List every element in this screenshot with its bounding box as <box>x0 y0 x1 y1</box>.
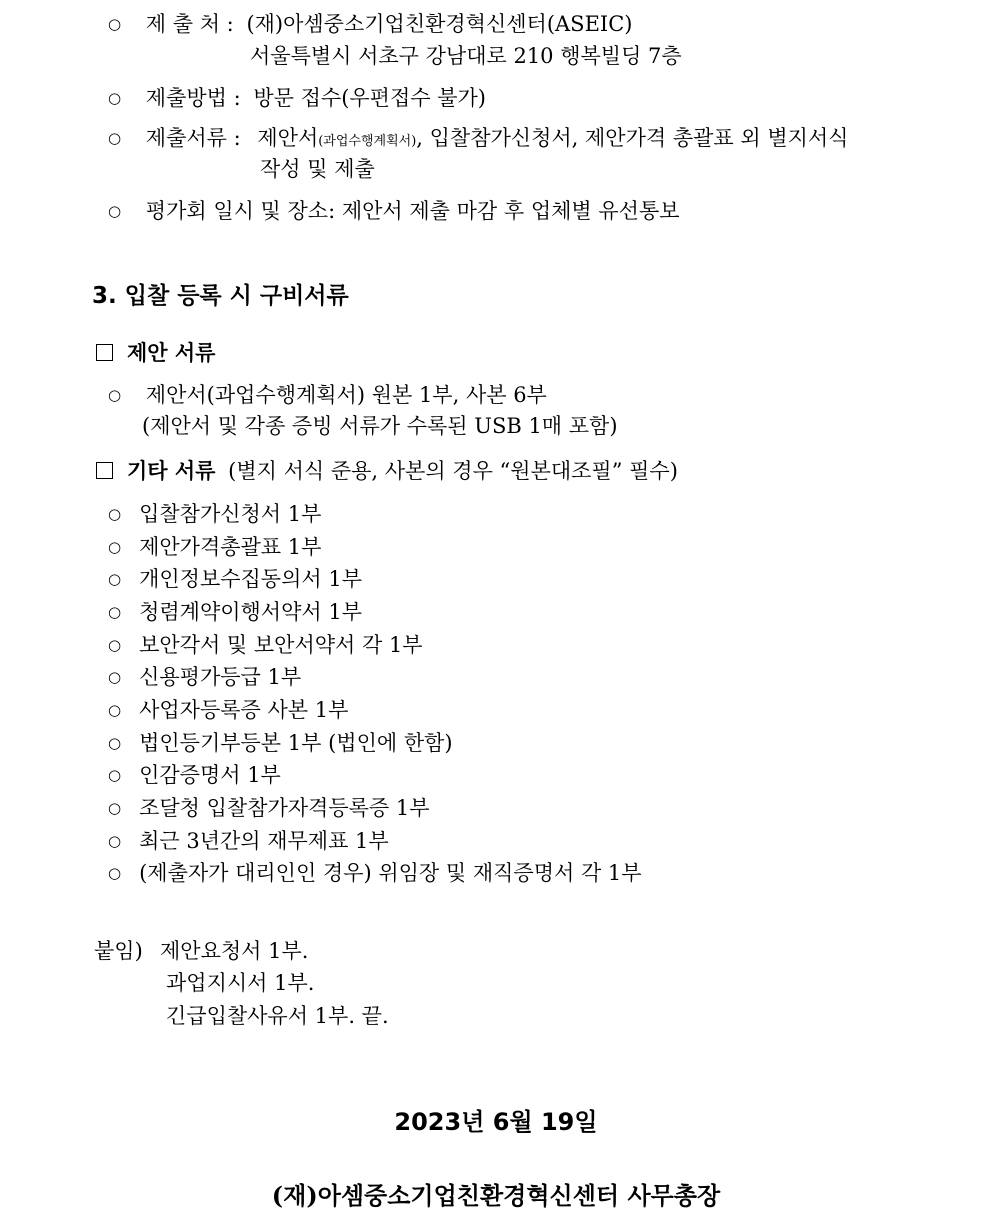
other-docs-note: (별지 서식 준용, 사본의 경우 “원본대조필” 필수) <box>228 459 678 483</box>
list-item-text: 개인정보수집동의서 1부 <box>139 567 362 591</box>
docs-value-b: , 입찰참가신청서, 제안가격 총괄표 외 별지서식 <box>416 126 849 150</box>
method-label: 제출방법 : <box>145 86 241 110</box>
attachment-item: 과업지시서 1부. <box>166 971 315 995</box>
checkbox-square-icon <box>96 344 113 361</box>
bullet-circle: ○ <box>108 15 122 33</box>
list-item-text: 사업자등록증 사본 1부 <box>139 698 349 722</box>
bullet-circle: ○ <box>108 734 122 752</box>
list-item <box>108 727 453 757</box>
eval-text: 평가회 일시 및 장소: 제안서 제출 마감 후 업체별 유선통보 <box>145 199 680 223</box>
proposal-item-line2: (제안서 및 각종 증빙 서류가 수록된 USB 1매 포함) <box>142 414 618 438</box>
docs-value-line2: 작성 및 제출 <box>260 157 375 181</box>
bullet-circle: ○ <box>108 832 122 850</box>
signature-line: (재)아셈중소기업친환경혁신센터 사무총장 <box>271 1181 721 1210</box>
bullet-circle: ○ <box>108 570 122 588</box>
bullet-circle: ○ <box>108 799 122 817</box>
list-item <box>108 498 321 528</box>
proposal-item-line1: 제안서(과업수행계획서) 원본 1부, 사본 6부 <box>145 383 547 407</box>
bullet-circle: ○ <box>108 636 122 654</box>
list-item <box>108 759 281 789</box>
list-item-text: 보안각서 및 보안서약서 각 1부 <box>139 633 423 657</box>
list-item <box>108 563 362 593</box>
list-item <box>108 792 430 822</box>
bullet-circle: ○ <box>108 701 122 719</box>
attachment-item: 제안요청서 1부. <box>160 939 309 963</box>
submission-method-row <box>108 82 486 112</box>
bullet-circle: ○ <box>108 668 122 686</box>
section-heading: 3. 입찰 등록 시 구비서류 <box>92 283 349 309</box>
attachment-item: 긴급입찰사유서 1부. 끝. <box>166 1004 389 1028</box>
list-item <box>108 596 362 626</box>
bullet-circle: ○ <box>108 129 122 147</box>
other-docs-title: 기타 서류 <box>127 458 216 483</box>
method-value: 방문 접수(우편접수 불가) <box>253 86 486 110</box>
proposal-item <box>108 379 547 409</box>
bullet-circle: ○ <box>108 202 122 220</box>
submission-docs-row <box>108 122 848 152</box>
list-item-text: 조달청 입찰참가자격등록증 1부 <box>139 796 430 820</box>
bullet-circle: ○ <box>108 538 122 556</box>
docs-value-small: (과업수행계획서) <box>318 134 417 149</box>
list-item-text: 입찰참가신청서 1부 <box>139 502 322 526</box>
list-item <box>108 825 389 855</box>
bullet-circle: ○ <box>108 603 122 621</box>
checkbox-square-icon <box>96 462 113 479</box>
bullet-circle: ○ <box>108 386 122 404</box>
list-item-text: 제안가격총괄표 1부 <box>139 535 322 559</box>
list-item <box>108 661 301 691</box>
list-item-text: (제출자가 대리인인 경우) 위임장 및 재직증명서 각 1부 <box>139 861 642 885</box>
list-item-text: 청렴계약이행서약서 1부 <box>139 600 362 624</box>
place-address: 서울특별시 서초구 강남대로 210 행복빌딩 7층 <box>250 44 682 68</box>
list-item <box>108 629 423 659</box>
bullet-circle: ○ <box>108 505 122 523</box>
list-item-text: 최근 3년간의 재무제표 1부 <box>139 829 389 853</box>
docs-value-a: 제안서 <box>257 126 319 150</box>
document-date: 2023년 6월 19일 <box>394 1108 598 1136</box>
bullet-circle: ○ <box>108 766 122 784</box>
list-item <box>108 857 642 887</box>
place-value: (재)아셈중소기업친환경혁신센터(ASEIC) <box>246 12 633 36</box>
bullet-circle: ○ <box>108 864 122 882</box>
attachments-label: 붙임) <box>94 939 143 963</box>
other-docs-title-row <box>96 455 678 485</box>
submission-place-row <box>108 8 632 38</box>
list-item-text: 신용평가등급 1부 <box>139 665 302 689</box>
list-item-text: 법인등기부등본 1부 (법인에 한함) <box>139 731 453 755</box>
submission-eval-row <box>108 195 680 225</box>
bullet-circle: ○ <box>108 89 122 107</box>
place-label: 제 출 처 : <box>145 12 234 36</box>
proposal-docs-title: 제안 서류 <box>127 340 216 365</box>
list-item-text: 인감증명서 1부 <box>139 763 281 787</box>
docs-label: 제출서류 : <box>145 126 241 150</box>
proposal-docs-title-row <box>96 337 215 367</box>
list-item <box>108 694 348 724</box>
list-item <box>108 531 321 561</box>
